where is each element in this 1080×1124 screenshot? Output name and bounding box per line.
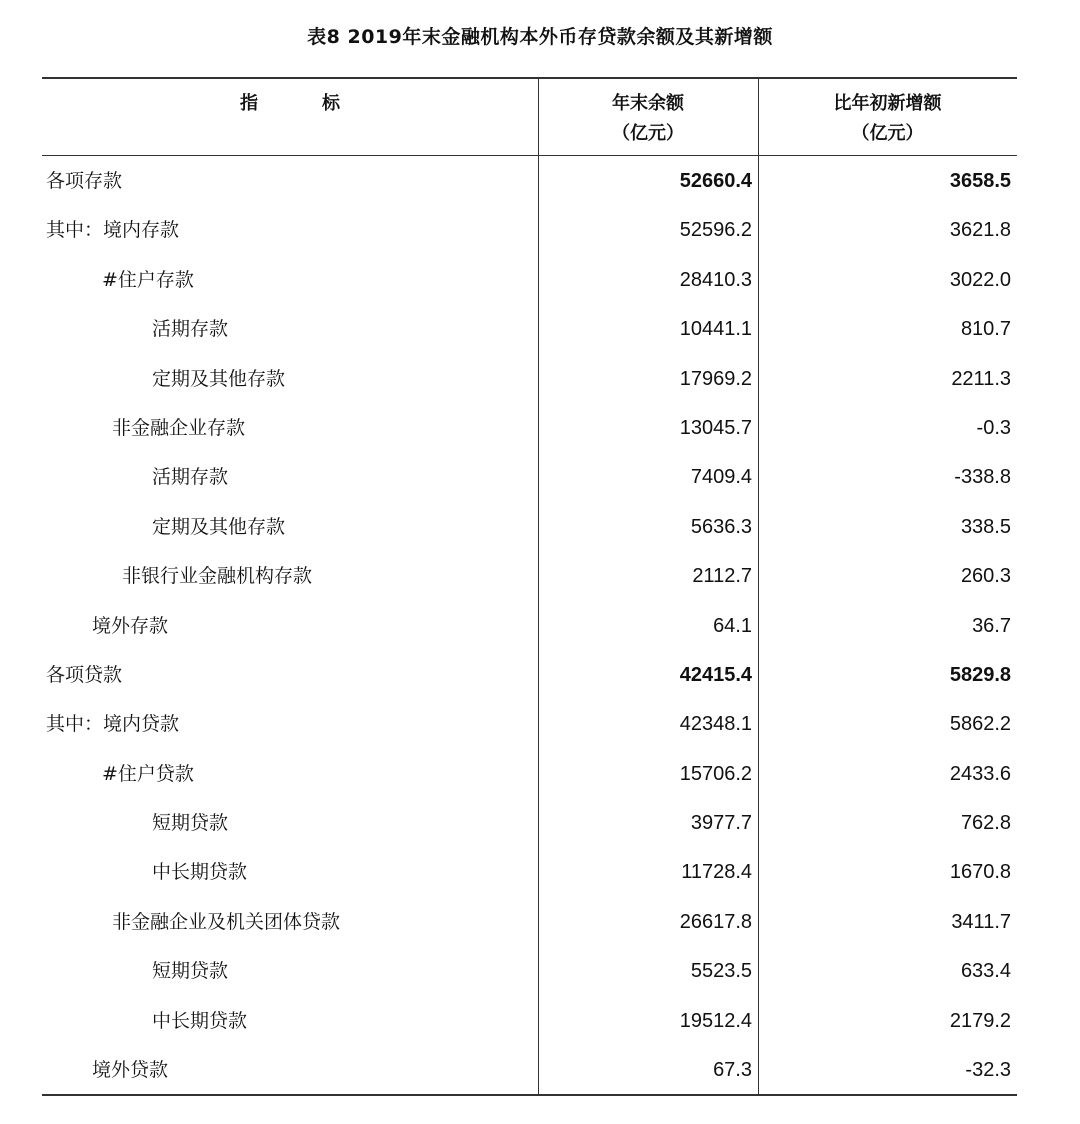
table-row: [42, 156, 1017, 205]
table-row: [42, 354, 1017, 403]
table-row: [42, 749, 1017, 798]
table-row: [42, 946, 1017, 995]
table-row: [42, 847, 1017, 896]
row-increase: -0.3: [976, 416, 1011, 439]
increase-header-unit: （亿元）: [851, 123, 924, 144]
data-table: [42, 77, 1017, 1096]
row-increase: 36.7: [972, 614, 1011, 637]
row-label: 其中：境内存款: [46, 219, 180, 242]
balance-header-unit: （亿元）: [612, 123, 684, 144]
table-row: [42, 996, 1017, 1045]
row-label: 境外贷款: [92, 1059, 169, 1082]
row-label: 定期及其他存款: [152, 515, 286, 538]
row-increase: 5829.8: [949, 663, 1011, 686]
table-body: [42, 156, 1017, 1094]
row-increase: 810.7: [960, 318, 1011, 341]
row-label: 非金融企业存款: [112, 416, 246, 439]
increase-header: [758, 89, 1017, 149]
table-row: [42, 502, 1017, 551]
table-row: [42, 650, 1017, 699]
row-label: 短期贷款: [152, 812, 229, 835]
row-balance: 42348.1: [679, 713, 752, 736]
table-row: [42, 601, 1017, 650]
table-row: [42, 452, 1017, 501]
table-title: 表8 2019年末金融机构本外币存贷款余额及其新增额: [307, 26, 773, 48]
indicator-header-part2: 标: [322, 93, 340, 114]
row-balance: 28410.3: [679, 268, 752, 291]
row-label: 定期及其他存款: [152, 367, 286, 390]
row-label: 中长期贷款: [152, 1009, 248, 1032]
table-row: [42, 304, 1017, 353]
table-row: [42, 403, 1017, 452]
row-label: 中长期贷款: [152, 861, 248, 884]
row-balance: 64.1: [713, 614, 752, 637]
row-label: 境外存款: [92, 614, 169, 637]
row-increase: 762.8: [960, 812, 1011, 835]
row-balance: 5636.3: [690, 515, 752, 538]
balance-header: [538, 89, 758, 149]
row-increase: 1670.8: [949, 861, 1011, 884]
row-balance: 19512.4: [679, 1009, 752, 1032]
row-balance: 11728.4: [681, 861, 752, 884]
row-balance: 15706.2: [679, 762, 752, 785]
row-label: 各项存款: [46, 170, 123, 192]
table-header: [42, 79, 1017, 156]
row-balance: 52596.2: [679, 219, 752, 242]
table-row: [42, 205, 1017, 254]
indicator-header-part1: 指: [240, 93, 258, 114]
row-increase: 260.3: [960, 565, 1011, 588]
row-balance: 3977.7: [690, 812, 752, 835]
row-label: 非金融企业及机关团体贷款: [112, 910, 341, 933]
row-label: 其中：境内贷款: [46, 713, 180, 736]
row-label: 活期存款: [152, 466, 229, 489]
row-increase: 2211.3: [951, 367, 1011, 390]
table-row: [42, 897, 1017, 946]
table-row: [42, 551, 1017, 600]
row-label: 活期存款: [152, 318, 229, 341]
row-label: 短期贷款: [152, 960, 229, 983]
row-increase: 2179.2: [949, 1009, 1011, 1032]
row-balance: 26617.8: [679, 910, 752, 933]
row-balance: 67.3: [713, 1059, 752, 1082]
row-increase: 3411.7: [951, 910, 1011, 933]
row-increase: 5862.2: [949, 713, 1011, 736]
row-increase: -32.3: [965, 1059, 1011, 1082]
table-row: [42, 798, 1017, 847]
table-row: [42, 1045, 1017, 1094]
row-balance: 10441.1: [679, 318, 752, 341]
row-increase: 338.5: [960, 515, 1011, 538]
row-balance: 2112.7: [692, 565, 752, 588]
row-increase: -338.8: [954, 466, 1011, 489]
row-label: 各项贷款: [46, 663, 123, 686]
increase-header-label: 比年初新增额: [833, 93, 942, 114]
row-balance: 5523.5: [690, 960, 752, 983]
row-increase: 2433.6: [949, 762, 1011, 785]
row-balance: 13045.7: [679, 416, 752, 439]
row-increase: 3022.0: [949, 268, 1011, 291]
row-balance: 7409.4: [690, 466, 752, 489]
column-divider: [538, 79, 539, 1094]
indicator-header: [42, 89, 538, 119]
balance-header-label: 年末余额: [612, 93, 684, 114]
row-increase: 3658.5: [949, 170, 1011, 192]
row-label: #住户存款: [102, 268, 194, 291]
column-divider: [758, 79, 759, 1094]
row-increase: 3621.8: [949, 219, 1011, 242]
row-increase: 633.4: [960, 960, 1011, 983]
table-row: [42, 699, 1017, 748]
table-row: [42, 255, 1017, 304]
row-balance: 52660.4: [679, 170, 752, 192]
row-balance: 42415.4: [679, 663, 752, 686]
row-balance: 17969.2: [679, 367, 752, 390]
row-label: #住户贷款: [102, 762, 194, 785]
row-label: 非银行业金融机构存款: [122, 565, 313, 588]
